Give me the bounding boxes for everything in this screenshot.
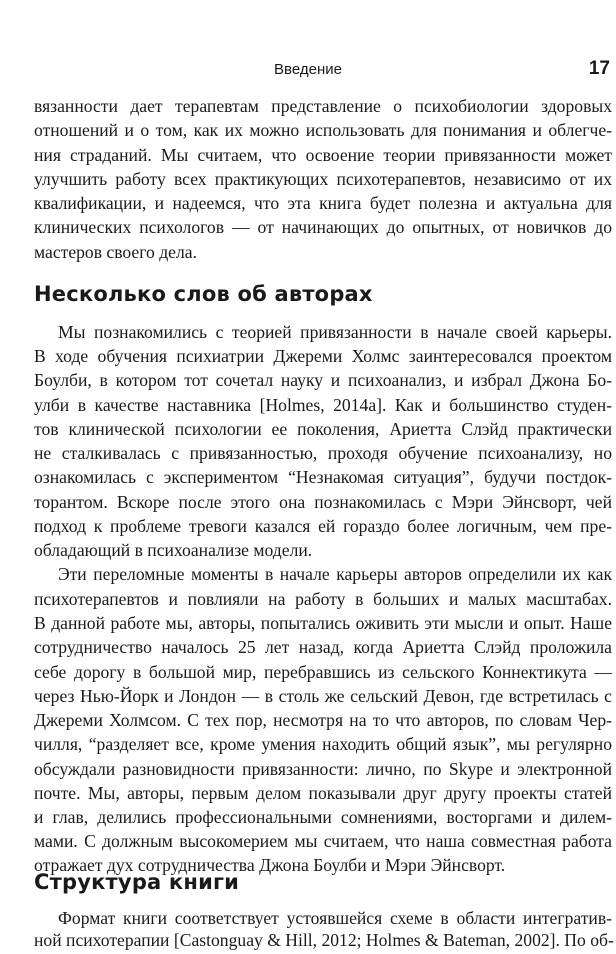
text-line: отношений и о том, как их можно использовать для понимания и облегче-	[34, 120, 612, 140]
running-head	[0, 58, 616, 84]
text-line: через Нью-Йорк и Лондон — в столь же сельский Девон, где встретилась с	[34, 686, 612, 706]
text-line: отражает дух сотрудничества Джона Боулби и Мэри Эйнсворт.	[34, 855, 506, 875]
text-line: подход к проблеме тревоги казался ей гораздо более логичным, чем пре-	[34, 516, 612, 536]
text-line: улби в качестве наставника [Holmes, 2014a]. Как и большинство студен-	[34, 395, 612, 415]
text-line: почте. Мы, авторы, первым делом показывали друг другу проекты статей	[34, 783, 612, 803]
text-line: мастеров своего дела.	[34, 242, 197, 262]
text-line: психотерапевтов и повлияли на работу в больших и малых масштабах.	[34, 589, 612, 609]
text-line: торантом. Вскоре после этого она познакомилась с Мэри Эйнсворт, чей	[34, 492, 612, 512]
text-line: обсуждали разновидности привязанности: лично, по Skype и электронной	[34, 759, 612, 779]
text-line: Джереми Холмсом. С тех пор, несмотря на то что авторов, по словам Чер-	[34, 710, 612, 730]
text-line: чилля, “разделяет все, кроме умения находить общий язык”, мы регулярно	[34, 734, 612, 754]
text-line: сотрудничество началось 25 лет назад, когда Ариетта Слэйд проложила	[34, 637, 612, 657]
text-line: и глав, делились профессиональными сомнениями, восторгами и дилем-	[34, 807, 612, 827]
running-title: Введение	[274, 61, 342, 78]
text-line: ной психотерапии [Castonguay & Hill, 2012; Holmes & Bateman, 2002]. По об-	[34, 930, 614, 950]
text-line: обладающий в психоанализе модели.	[34, 540, 313, 560]
section-heading-structure: Структура книги	[34, 870, 240, 894]
text-line: не сталкивалась с привязанностью, проходя обучение психоанализу, но	[34, 443, 612, 463]
section-heading-authors: Несколько слов об авторах	[34, 282, 373, 306]
text-line: В ходе обучения психиатрии Джереми Холмс заинтересовался проектом	[34, 346, 612, 366]
text-line: Эти переломные моменты в начале карьеры авторов определили их как	[58, 564, 612, 584]
text-line: клинических психологов — от начинающих до опытных, от новичков до	[34, 217, 612, 237]
page-number: 17	[588, 58, 610, 79]
text-line: тов клинической психологии ее поколения, Ариетта Слэйд практически	[34, 419, 612, 439]
text-line: мами. С должным высокомерием мы считаем, что наша совместная работа	[34, 831, 612, 851]
text-line: В данной работе мы, авторы, попытались оживить эти мысли и опыт. Наше	[34, 613, 612, 633]
text-line: Формат книги соответствует устоявшейся схеме в области интегратив-	[58, 908, 612, 928]
text-line: вязанности дает терапевтам представление о психобиологии здоровых	[34, 96, 612, 116]
text-line: ознакомилась с экспериментом “Незнакомая ситуация”, будучи постдок-	[34, 467, 612, 487]
text-line: себе дорогу в большой мир, перебравшись из сельского Коннектикута —	[34, 662, 612, 682]
text-line: ния страданий. Мы считаем, что освоение теории привязанности может	[34, 145, 612, 165]
text-line: квалификации, и надеемся, что эта книга будет полезна и актуальна для	[34, 193, 612, 213]
text-line: Мы познакомились с теорией привязанности в начале своей карьеры.	[58, 322, 612, 342]
text-line: улучшить работу всех практикующих психотерапевтов, независимо от их	[34, 169, 612, 189]
text-line: Боулби, в котором тот сочетал науку и психоанализ, и избрал Джона Бо-	[34, 370, 612, 390]
